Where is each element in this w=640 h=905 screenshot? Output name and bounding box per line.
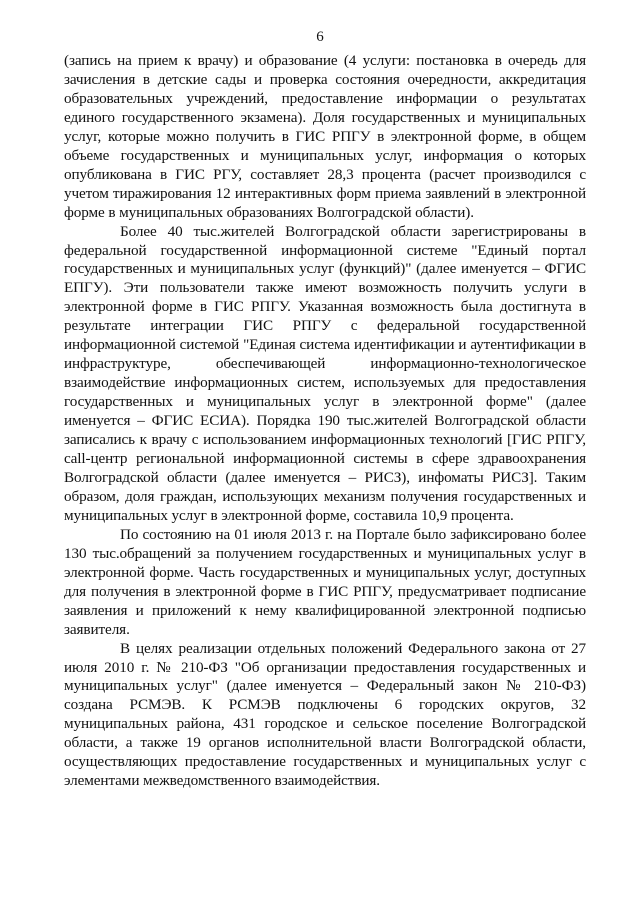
document-body	[64, 52, 586, 791]
paragraph: Более 40 тыс.жителей Волгоградской области зарегистрированы в федеральной государственной информационной системе "Единый портал государственных и муниципальных услуг (функций)" (далее именуется – ФГИС ЕПГУ). Эти пользователи также имеют возможность получить услуги в электронной форме в ГИС РПГУ. Указанная возможность была достигнута в результате интеграции ГИС РПГУ с федеральной государственной информационной системой "Единая система идентификации и аутентификации в инфраструктуре, обеспечивающей информационно-технологическое взаимодействие информационных систем, используемых для предоставления государственных и муниципальных услуг в электронной форме" (далее именуется – ФГИС ЕСИА). Порядка 190 тыс.жителей Волгоградской области записались к врачу с использованием информационных технологий [ГИС РПГУ, call-центр региональной информационной системы в сфере здравоохранения Волгоградской области (далее именуется – РИСЗ), инфоматы РИСЗ]. Таким образом, доля граждан, использующих механизм получения государственных и муниципальных услуг в электронной форме, составила 10,9 процента.	[64, 222, 586, 524]
paragraph: В целях реализации отдельных положений Федерального закона от 27 июля 2010 г. № 210-ФЗ "Об организации предоставления государственных и муниципальных услуг" (далее именуется – Федеральный закон № 210-ФЗ) создана РСМЭВ. К РСМЭВ подключены 6 городских округов, 32 муниципальных района, 431 городское и сельское поселение Волгоградской области, а также 19 органов исполнительной власти Волгоградской области, осуществляющих предоставление государственных и муниципальных услуг с элементами межведомственного взаимодействия.	[64, 639, 586, 790]
page-number: 6	[316, 29, 324, 45]
paragraph-continued: (запись на прием к врачу) и образование (4 услуги: постановка в очередь для зачисления в детские сады и проверка состояния очередности, аккредитация образовательных учреждений, предоставление информации о результатах единого государственного экзамена). Доля государственных и муниципальных услуг, которые можно получить в ГИС РПГУ в электронной форме, в общем объеме государственных и муниципальных услуг, информация о которых опубликована в ГИС РГУ, составляет 28,3 процента (расчет производился с учетом тиражирования 12 интерактивных форм приема заявлений в электронной форме в муниципальных образованиях Волгоградской области).	[64, 52, 586, 221]
paragraph: По состоянию на 01 июля 2013 г. на Портале было зафиксировано более 130 тыс.обращений за получением государственных и муниципальных услуг в электронной форме. Часть государственных и муниципальных услуг, доступных для получения в электронной форме в ГИС РПГУ, предусматривает подписание заявления и приложений к нему квалифицированной электронной подписью заявителя.	[64, 525, 586, 638]
